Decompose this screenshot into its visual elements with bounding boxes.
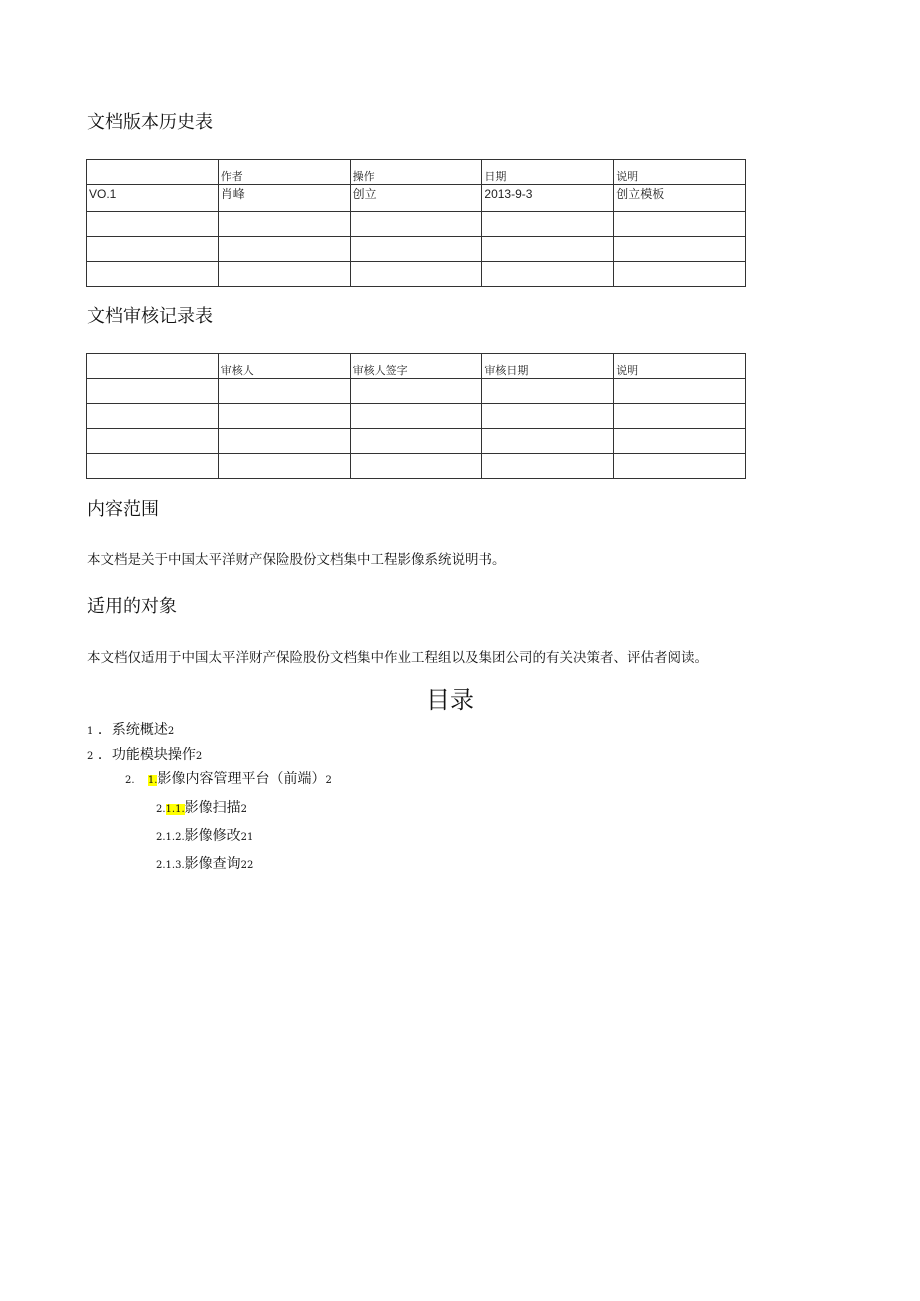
table-cell [614,212,746,237]
toc-item[interactable] [87,744,202,764]
table-cell [87,429,219,454]
table-cell: 创立 [350,185,482,212]
table-cell [87,237,219,262]
table-cell [218,237,350,262]
table-cell [614,454,746,479]
table-cell [218,454,350,479]
table-row [87,404,746,429]
review-record-title: 文档审核记录表 [87,306,213,327]
toc-item-number: 1 [87,726,94,737]
table-cell [614,262,746,287]
toc-item-text: 影像扫描 [184,800,241,816]
table-header-cell: 日期 [482,160,614,185]
table-cell [350,379,482,404]
audience-title: 适用的对象 [87,596,177,617]
table-row [87,454,746,479]
table-cell: 创立模板 [614,185,746,212]
toc-item-page: 2 [195,751,203,762]
table-header-row [87,160,746,185]
table-row [87,185,746,212]
table-cell [218,429,350,454]
toc-item-number: 2.1.3. [156,860,185,871]
table-row [87,237,746,262]
toc-item-page: 22 [240,860,254,871]
table-header-cell: 作者 [218,160,350,185]
toc-item-number: 2.1.2. [156,832,185,843]
toc-item[interactable] [87,719,174,739]
table-cell [87,262,219,287]
table-cell [87,454,219,479]
table-cell [218,212,350,237]
table-row [87,379,746,404]
table-cell [218,404,350,429]
table-cell [218,262,350,287]
table-header-cell: 审核人签字 [350,354,482,379]
table-cell [350,237,482,262]
toc-item-text: 影像修改 [184,828,241,844]
review-record-table [86,353,746,479]
table-row [87,429,746,454]
table-header-cell [87,354,219,379]
table-cell [87,212,219,237]
toc-item-highlight: 1.1. [165,804,185,815]
table-cell [87,379,219,404]
table-row [87,262,746,287]
audience-text: 本文档仅适用于中国太平洋财产保险股份文档集中作业工程组以及集团公司的有关决策者、评估者阅读。 [87,650,708,666]
table-cell: 2013-9-3 [482,185,614,212]
table-cell [614,404,746,429]
table-cell [482,379,614,404]
toc-item[interactable] [156,853,253,873]
table-cell [350,404,482,429]
toc-item-page: 2 [325,775,332,786]
toc-item-text: 影像查询 [184,856,241,872]
scope-text: 本文档是关于中国太平洋财产保险股份文档集中工程影像系统说明书。 [87,552,506,568]
toc-item[interactable] [156,825,253,845]
table-cell: 肖峰 [218,185,350,212]
table-cell [482,429,614,454]
table-header-cell: 操作 [350,160,482,185]
table-header-cell: 说明 [614,354,746,379]
version-history-table [86,159,746,287]
toc-item-text: ．系统概述 [97,722,168,738]
table-cell [482,212,614,237]
table-cell [218,379,350,404]
table-cell [350,212,482,237]
toc-title: 目录 [426,686,474,714]
table-cell [350,429,482,454]
table-cell [482,262,614,287]
toc-item[interactable] [156,797,247,817]
toc-item-number: 2 [87,751,94,762]
table-header-cell: 说明 [614,160,746,185]
table-header-cell: 审核人 [218,354,350,379]
table-cell: VO.1 [87,185,219,212]
table-cell [482,237,614,262]
table-cell [614,237,746,262]
toc-item-page: 21 [240,832,254,843]
toc-item-text: ．功能模块操作 [97,747,196,763]
table-cell [350,454,482,479]
table-header-cell: 审核日期 [482,354,614,379]
version-history-title: 文档版本历史表 [87,112,213,133]
toc-item-number: 2. [125,775,135,786]
toc-item[interactable] [125,768,332,788]
toc-item-page: 2 [167,726,175,737]
table-cell [614,429,746,454]
table-cell [87,404,219,429]
table-header-cell [87,160,219,185]
toc-item-highlight: 1. [147,775,158,786]
table-cell [614,379,746,404]
toc-item-text: 影像内容管理平台（前端） [157,771,326,787]
toc-item-number: 2. [156,804,166,815]
table-cell [482,454,614,479]
scope-title: 内容范围 [87,499,159,520]
table-header-row [87,354,746,379]
table-cell [482,404,614,429]
table-cell [350,262,482,287]
toc-item-page: 2 [240,804,248,815]
table-row [87,212,746,237]
